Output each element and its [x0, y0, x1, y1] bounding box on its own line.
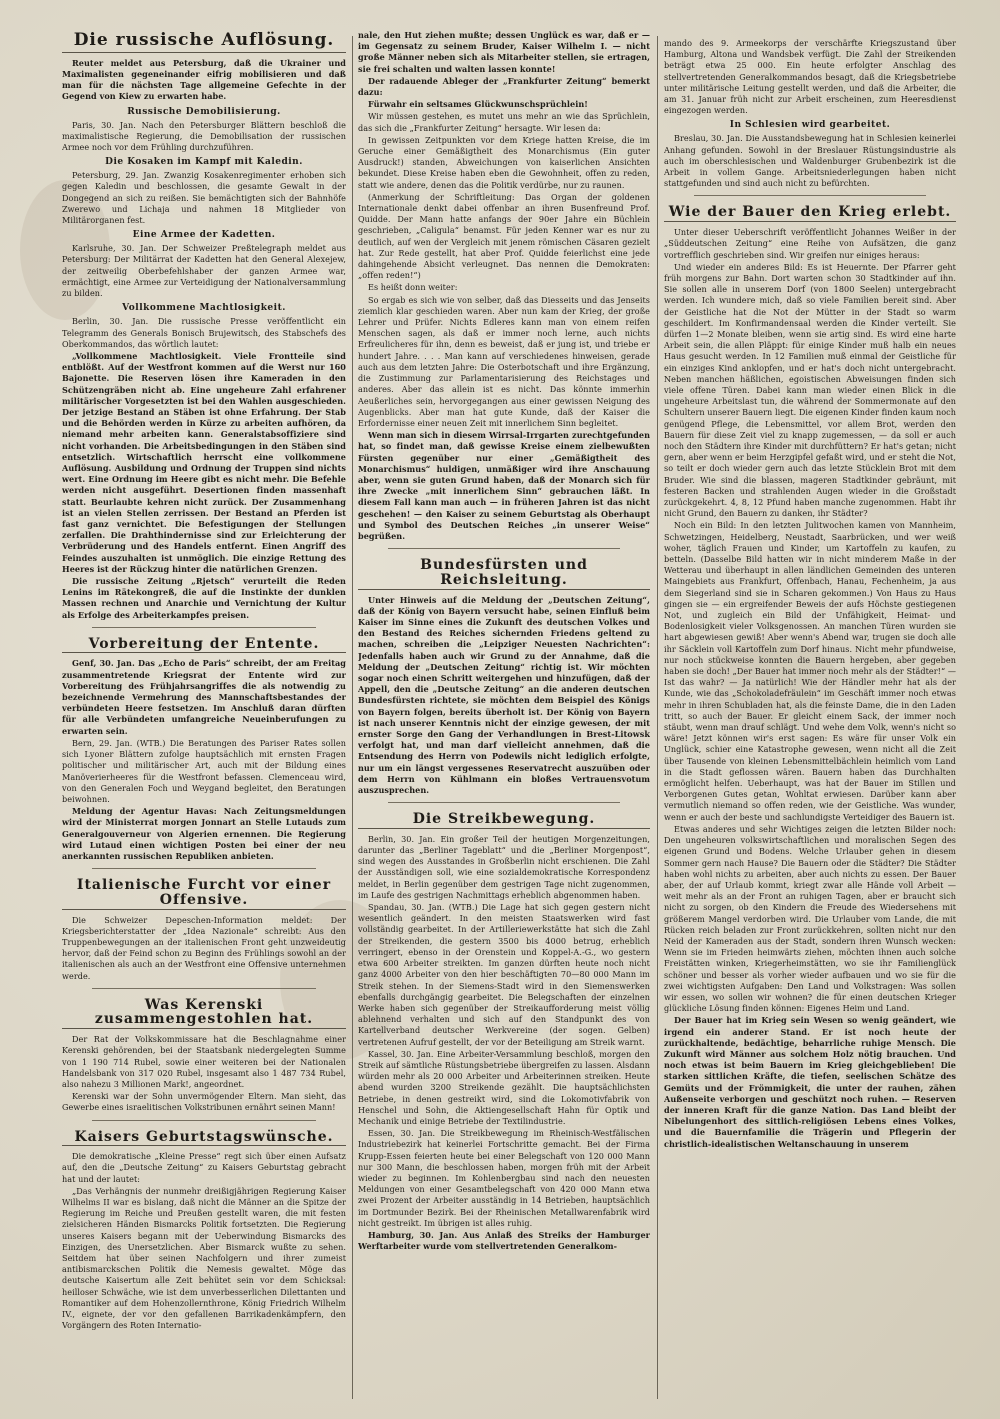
article-paragraph: Und wieder ein anderes Bild: Es ist Heuernte. Der Pfarrer geht früh morgens zur Bahn. Dort warten schon 30 Stadtkinder auf ihn. Sie sollen alle in unserem Dorf (von 1800 Seelen) untergebracht werden. Ich wundere mich, daß so viele Familien bereit sind. Aber der Geistliche hat die Not der Mütter in der Stadt so warm geschildert. Im Konfirmandensaal werden die Kinder verteilt. Sie dürfen 1—2 Monate bleiben, wenn sie artig sind. Es wird eine harte Arbeit sein, die allen Pläppt: für einige Kinder muß halb ein neues Haus gesucht werden. In 12 Familien muß einmal der Geistliche für ein einziges Kind anklopfen, und er hat's doch nicht untergebracht. Neben manchen häßlichen, egoistischen Abweisungen finden sich viele offene Türen. Dabei kann man wieder einen Blick in die ungeheure Arbeitslast tun, die während der Sommermonate auf den Schultern unserer Bauern liegt. Die eigenen Kinder finden kaum noch genügend Pflege, die Lebensmittel, vor allem Brot, werden den Bauern für diese Zeit viel zu knapp zugemessen, — da soll er auch noch den Städtern ihre Kinder mit durchfüttern? Er hat's getan; nicht gern, aber wenn er beim Herzgipfel gefaßt wird, und er steht die Not, so teilt er doch wieder gern auch das letzte Stücklein Brot mit dem Bruder. Wie sind die blassen, mageren Stadtkinder gebräunt, mit festeren Backen und strahlenden Augen wieder in die Großstadt zurückgekehrt. 4, 8, 12 Pfund haben manche zugenommen. Habt ihr nicht Grund, den Bauern zu danken, ihr Städter?	[664, 261, 956, 519]
headline-wie-der-bauer: Wie der Bauer den Krieg erlebt.	[664, 202, 956, 222]
article-paragraph: Die russische Zeitung „Rjetsch“ verurteilt die Reden Lenins im Rätekongreß, die auf die Instinkte der dunklen Massen rechnen und Anarchie und Vernichtung der Kultur als Erfolge des Arbeiterkampfes preisen.	[62, 575, 346, 620]
subheading: Russische Demobilisierung.	[127, 106, 281, 117]
article-paragraph: Breslau, 30. Jan. Die Ausstandsbewegung hat in Schlesien keinerlei Anhang gefunden. Sowohl in der Breslauer Rüstungsindustrie als auch im oberschlesischen und Waldenburger Grubenbezirk ist die Arbeit in vollem Gange. Arbeitsniederlegungen haben nicht stattgefunden und sind auch nicht zu befürchten.	[664, 133, 956, 189]
headline-vorbereitung-entente: Vorbereitung der Entente.	[62, 634, 346, 654]
headline-kaisers-geburtstagswuensche: Kaisers Geburtstagswünsche.	[62, 1127, 346, 1147]
article-paragraph: Unter dieser Ueberschrift veröffentlicht Johannes Weißer in der „Süddeutschen Zeitung“ eine Reihe von Aufsätzen, die ganz vortrefflich geschrieben sind. Wir greifen nur einiges heraus:	[664, 227, 956, 260]
article-paragraph: Petersburg, 29. Jan. Zwanzig Kosakenregimenter erhoben sich gegen Kaledin und beschlossen, die gesamte Gewalt in der Dongegend an sich zu reißen. Sie bemächtigten sich der Bahnhöfe Zwerewo und Lichaja und nahmen 18 Mitglieder von Militärorganen fest.	[62, 170, 346, 226]
section-divider	[92, 868, 316, 869]
section-divider	[694, 195, 926, 196]
article-paragraph: Kassel, 30. Jan. Eine Arbeiter-Versammlung beschloß, morgen den Streik auf sämtliche Rüstungsbetriebe übergreifen zu lassen. Alsdann würden mehr als 20 000 Arbeiter und Arbeiterinnen streiken. Heute abend wurden 3200 Streikende gezählt. Die hauptsächlichsten Betriebe, in denen gestreikt wird, sind die Lokomotivfabrik von Henschel und Sohn, die Aktiengesellschaft Hahn für Optik und Mechanik und einige Betriebe der Textilindustrie.	[358, 1048, 650, 1126]
article-paragraph: nale, den Hut ziehen mußte; dessen Unglück es war, daß er — im Gegensatz zu seinem Bruder, Kaiser Wilhelm I. — nicht große Männer neben sich als Mitarbeiter stellen, sie ertragen, sie frei schalten und walten lassen konnte!	[358, 30, 650, 74]
article-paragraph: Spandau, 30. Jan. (WTB.) Die Lage hat sich gegen gestern nicht wesentlich geändert. In den meisten Staatswerken wird fast vollständig gearbeitet. In der Artilleriewerkstätte hat sich die Zahl der Streikenden, die gestern 3500 bis 4000 betrug, erheblich verringert, ebenso in der Orenstein und Koppel-A.-G., wo gestern etwa 600 Arbeiter streikten. Im ganzen dürften heute noch nicht ganz 4000 Arbeiter von den hier beschäftigten 70—80 000 Mann im Streik stehen. In der Siemens-Stadt wird in den Siemenswerken ebenfalls durchgängig gearbeitet. Die Belegschaften der einzelnen Werke haben sich gegenüber der Streikaufforderung meist völlig ablehnend verhalten und sich auf den Standpunkt des von Kartellverband deutscher Werkvereine (der sogen. Gelben) vertretenen Aufruf gestellt, der vor der Beteiligung am Streik warnt.	[358, 902, 650, 1047]
article-paragraph: Wir müssen gestehen, es mutet uns mehr an wie das Sprüchlein, das sich die „Frankfurter Zeitung“ hersagte. Wir lesen da:	[358, 111, 650, 133]
subheading: In Schlesien wird gearbeitet.	[729, 120, 891, 131]
article-paragraph: Es heißt donn weiter:	[368, 282, 458, 293]
headline-bundesfuersten: Bundesfürsten und Reichsleitung.	[358, 555, 650, 589]
article-paragraph: Der Rat der Volkskommissare hat die Beschlagnahme einer Kerenski gehörenden, bei der Staatsbank niedergelegten Summe von 1 190 714 Rubel, sowie einer weiteren bei der Nationalen Handelsbank von 317 020 Rubel, insgesamt also 1 487 734 Rubel, also nahezu 3 Millionen Mark!, angeordnet.	[62, 1034, 346, 1089]
article-paragraph: So ergab es sich wie von selber, daß das Diesseits und das Jenseits ziemlich klar geschieden waren. Aber nun kam der Krieg, der große Lehrer und Prüfer. Nichts Edleres kann man von einem reifen Menschen sagen, als daß er immer noch lerne, auch nichts Erfreulicheres für ihn, denn es beweist, daß er jung ist, und triebe er hundert Jahre. . . . Man kann auf verschiedenes hinweisen, gerade auch aus dem letzten Jahre: Die Osterbotschaft und ihre Ergänzung, die Zustimmung zur Parlamentarisierung des Reichstages und anderes. Aber das allein ist es nicht. Das könnte immerhin Aeußerliches sein, hervorgegangen aus einer gewissen Neigung des Augenblicks. Aber man hat gute Kunde, daß der Kaiser die Erfordernisse einer neuen Zeit mit innerlichem Sinn begleitet.	[358, 294, 650, 428]
column-1	[62, 28, 346, 1407]
article-paragraph: Der radauende Ableger der „Frankfurter Zeitung“ bemerkt dazu:	[358, 75, 650, 98]
article-paragraph: Meldung der Agentur Havas: Nach Zeitungsmeldungen wird der Ministerrat morgen Jonnart an Stelle Lutauds zum Generalgouverneur von Algerien ernennen. Die Regierung wird Lutaud einen wichtigen Posten bei einer der neu anerkannten russischen Republiken anbieten.	[62, 806, 346, 861]
subheading: Eine Armee der Kadetten.	[132, 230, 276, 241]
headline-streikbewegung: Die Streikbewegung.	[358, 809, 650, 829]
article-paragraph: Fürwahr ein seltsames Glückwunschsprüchlein!	[368, 99, 588, 110]
column-rule	[352, 36, 353, 1399]
article-paragraph: „Vollkommene Machtlosigkeit. Viele Frontteile sind entblößt. Auf der Westfront kommen auf die Werst nur 160 Bajonette. Die Reserven lösen ihre Kameraden in den Schützengräben nicht ab. Eine ungeheure Zahl erfahrener militärischer Vorgesetzten ist bei den Wahlen ausgeschieden. Der jetzige Bestand an Stäben ist ohne Erfahrung. Der Stab und die Behörden werden in Kürze zu arbeiten aufhören, da niemand mehr arbeiten kann. Generalstabsoffiziere sind nicht vorhanden. Die Arbeitsbedingungen in den Stäben sind entsetzlich. Wirtschaftlich herrscht eine vollkommene Auflösung. Ausbildung und Ordnung der Truppen sind nichts wert. Eine Ordnung im Heere gibt es nicht mehr. Die Befehle werden nicht ausgeführt. Desertionen finden massenhaft statt. Beurlaubte kehren nicht zurück. Der Zusammenhang ist an vielen Stellen zerrissen. Der Bestand an Pferden ist fast ganz vernichtet. Die Befestigungen der Stellungen zerfallen. Die Drahthindernisse sind zur Erleichterung der Verbrüderung und des Handels entfernt. Einen Angriff des Feindes auszuhalten ist unmöglich. Die einzige Rettung des Heeres ist der Rückzug hinter die natürlichen Grenzen.	[62, 350, 346, 574]
subheading: Vollkommene Machtlosigkeit.	[122, 303, 286, 314]
column-2	[358, 30, 650, 1407]
headline-russische-aufloesung: Die russische Auflösung.	[62, 28, 346, 53]
article-paragraph: Paris, 30. Jan. Nach den Petersburger Blättern beschloß die maximalistische Regierung, die Demobilisation der russischen Armee noch vor dem Frühling durchzuführen.	[62, 119, 346, 153]
section-divider	[92, 1120, 316, 1121]
article-paragraph: Berlin, 30. Jan. Die russische Presse veröffentlicht ein Telegramm des Generals Bonisch Brujewitsch, des Stabschefs des Oberkommandos, das wörtlich lautet:	[62, 316, 346, 349]
article-paragraph: Noch ein Bild: In den letzten Julitwochen kamen von Mannheim, Schwetzingen, Heidelberg, Neustadt, Saarbrücken, und wer weiß woher, täglich Frauen und Kinder, um Kartoffeln zu kaufen, zu betteln. (Dasselbe Bild hatten wir in nicht minderem Maße in der Wetterau und überhaupt in allen ländlichen Gemeinden des unteren Maingebiets aus Frankfurt, Offenbach, Hanau, Fechenheim, ja aus dem Siegerland sind sie in Scharen gekommen.) Von Haus zu Haus gingen sie — ein ergreifender Beweis der aufs Höchste gestiegenen Not, und zugleich ein Bild der Unfähigkeit, Heimat- und Bodenlosigkeit vieler Volksgenossen. An manchen Türen wurden sie hart abgewiesen gewiß! Aber wenn's Abend war, trugen sie doch alle ihr Säcklein voll Kartoffeln zum Dorf hinaus. Nicht mehr pfundweise, nur noch stückweise konnten die Bauern hergeben, aber gegeben haben sie doch! „Der Bauer hat immer noch mehr als der Städter!“ — Ist das wahr? — Ja natürlich! Wie der Händler mehr hat als der Kunde, wie das „Schokoladefräulein“ im Geschäft immer noch etwas mehr in ihren Schubladen hat, als die feinste Dame, die in den Laden tritt, so auch der Bauer. Er gleicht einem Sack, der immer noch stäubt, wenn man drauf schlägt. Und wehe dem Volk, wenn's nicht so wäre! Jetzt können wir's erst sagen: Es wäre für unser Volk ein Unglück, schier eine Katastrophe gewesen, wenn nicht all die Zeit über Tausende von kleinen Lebensmittelbächlein heimlich vom Land in die Stadt geflossen wären. Bauern haben das Durchhalten ermöglicht helfen. Ueberhaupt, was hat der Bauer im Stillen und Verborgenen Gutes getan, Wohltat erwiesen. Darüber kann aber vermutlich niemand so offen reden, wie der Geistliche. Was wunder, wenn er auch der beste und sachlundigste Verteidiger des Bauern ist.	[664, 520, 956, 822]
article-paragraph: In gewissen Zeitpunkten vor dem Kriege hatten Kreise, die im Geruche einer Gemäßigtheit des Monarchismus (Ein guter Ausdruck!) standen, Abweichungen von kaiserlichen Ansichten bekundet. Diese Kreise haben eben die Gewohnheit, offen zu reden, statt wie andere, denen das die Politik verdürbe, nur zu raunen.	[358, 134, 650, 190]
article-paragraph: Berlin, 30. Jan. Ein großer Teil der heutigen Morgenzeitungen, darunter das „Berliner Tageblatt“ und die „Berliner Morgenpost“, sind wegen des Ausstandes in Großberlin nicht erschienen. Die Zahl der Ausständigen soll, wie eine sozialdemokratische Korrespondenz meldet, in Berlin gegenüber dem gestrigen Tage nicht zugenommen, im Laufe des gestrigen Nachmittags erheblich abgenommen haben.	[358, 833, 650, 900]
section-divider	[388, 802, 620, 803]
subheading: Die Kosaken im Kampf mit Kaledin.	[105, 157, 303, 168]
article-paragraph: „Das Verhängnis der nunmehr dreißigjährigen Regierung Kaiser Wilhelms II war es bislang, daß nicht die Männer an die Spitze der Regierung im Reiche und Preußen gestellt waren, die mit festen zielsicheren Händen Bismarcks Politik fortsetzten. Die Regierung unseres Kaisers begann mit der Ueberwindung Bismarcks des Einzigen, des Unersetzlichen. Aber Bismarck wußte zu sehen. Seitdem hat über seinen Nachfolgern und ihrer zumeist antibismarckschen Politik die Nemesis gewaltet. Möge das deutsche Kaisertum alle Zeit behütet sein vor dem Schicksal: heilloser Schwäche, wie ist dem unverbesserlichen Dilettanten und Romantiker auf dem Hohenzollernthrone, König Friedrich Wilhelm IV., eignete, der vor den gefallenen Barrikadenkämpfern, den Vorgängern des Roten Internatio-	[62, 1185, 346, 1331]
article-paragraph: Der Bauer hat im Krieg sein Wesen so wenig geändert, wie irgend ein anderer Stand. Er ist noch heute der zurückhaltende, bedächtige, beharrliche ruhige Mensch. Die Zukunft wird Männer aus solchem Holz nötig brauchen. Und noch etwas ist beim Bauern im Krieg gleichgeblieben! Die starken sittlichen Kräfte, die tiefen, seelischen Schätze des Gemüts und der Frömmigkeit, die unter der rauhen, zähen Außenseite verborgen und geschützt noch ruhen. — Reserven der inneren Kraft für die ganze Nation. Das Land bleibt der Nibelungenhort des sittlich-religiösen Lebens eines Volkes, und die Bauernfamilie die Trägerin und Pflegerin der christlich-idealistischen Weltanschauung in unserem	[664, 1015, 956, 1149]
headline-italienische-furcht: Italienische Furcht vor einer Offensive.	[62, 875, 346, 909]
article-paragraph: Die Schweizer Depeschen-Information meldet: Der Kriegsberichterstatter der „Idea Nazionale“ schreibt: Aus den Truppenbewegungen an der italienischen Front geht unzweideutig hervor, daß der Feind schon zu Beginn des Frühlings sowohl an der italienischen als auch an der Westfront eine Offensive unternehmen werde.	[62, 914, 346, 981]
article-paragraph: Etwas anderes und sehr Wichtiges zeigen die letzten Bilder noch: Den ungeheuren volkswirtschaftlichen und moralischen Segen des eigenen Grund und Bodens. Welche Urlauber gehen in diesem Sommer gern nach Hause? Die Bauern oder die Städter? Die Städter haben wohl nichts zu arbeiten, aber auch nichts zu essen. Der Bauer aber, der auf Urlaub kommt, kriegt zwar alle Hände voll Arbeit — weit mehr als an der Front an ruhigen Tagen, aber er braucht sich nicht zu sorgen, ob den Kindern die Freude des Wiedersehens mit größerem Mangel verdorben wird. Die Urlauber vom Lande, die mit Rücken reich beladen zur Front zurückkehren, sollten nicht nur den Neid der Kameraden aus der Stadt, sondern ihren Wunsch wecken: Wenn sie im Frieden heimwärts ziehen, möchten ihnen auch solche Freistätten winken, Kriegerheimstätten, wo sie ihr Familienglück schöner und besser als vorher wieder aufbauen und wo sie für die zwei wichtigsten Aufgaben: Den Land und Volkstragen: Was sollen wir essen, wo sollen wir wohnen? die für einen deutschen Krieger glückliche Lösung finden können: Eigenes Heim und Land.	[664, 823, 956, 1014]
section-divider	[92, 988, 316, 989]
article-paragraph: Hamburg, 30. Jan. Aus Anlaß des Streiks der Hamburger Werftarbeiter wurde vom stellvertretenden Generalkom-	[358, 1229, 650, 1252]
article-paragraph: mando des 9. Armeekorps der verschärfte Kriegszustand über Hamburg, Altona und Wandsbek verfügt. Die Zahl der Streikenden beträgt etwa 25 000. Ein heute erfolgter Anschlag des stellvertretenden Generalkommandos besagt, daß die Kriegsbetriebe unter militärische Leitung gestellt werden, und daß die Arbeiter, die am 31. Januar früh nicht zur Arbeit erscheinen, zum Heeresdienst eingezogen werden.	[664, 38, 956, 116]
article-paragraph: Essen, 30. Jan. Die Streikbewegung im Rheinisch-Westfälischen Industriebezirk hat keinerlei Fortschritte gemacht. Bei der Firma Krupp-Essen feierten heute bei einer Belegschaft von 120 000 Mann nur 300 Mann, die beschlossen haben, morgen früh mit der Arbeit wieder zu beginnen. Im Kohlenbergbau sind nach den neuesten Meldungen von einer Gesamtbelegschaft von 420 000 Mann etwa zwei Prozent der Arbeiter ausständig in 14 Betrieben, hauptsächlich im Dortmunder Bezirk. Bei der Rheinischen Metallwarenfabrik wird nicht gestreikt. Im übrigen ist alles ruhig.	[358, 1128, 650, 1228]
article-paragraph: Kerenski war der Sohn unvermögender Eltern. Man sieht, das Gewerbe eines israelitischen Volkstribunen ernährt seinen Mann!	[62, 1091, 346, 1113]
headline-kerenski: Was Kerenski zusammengestohlen hat.	[62, 995, 346, 1029]
column-rule	[657, 36, 658, 1399]
article-paragraph: Unter Hinweis auf die Meldung der „Deutschen Zeitung“, daß der König von Bayern versucht habe, seinen Einfluß beim Kaiser im Sinne eines die Zukunft des deutschen Volkes und den Bestand des Reiches sichernden Friedens geltend zu machen, schreiben die „Leipziger Neuesten Nachrichten“: Jedenfalls haben auch wir Grund zu der Annahme, daß die Meldung der „Deutschen Zeitung“ richtig ist. Wir möchten sogar noch einen Schritt weitergehen und hinzufügen, daß der Appell, den die „Deutsche Zeitung“ an die anderen deutschen Bundesfürsten richtete, sie möchten dem Beispiel des Königs von Bayern folgen, bereits überholt ist. Der König von Bayern ist nach unserer Kenntnis nicht der einzige gewesen, der mit ernster Sorge den Gang der Verhandlungen in Brest-Litowsk verfolgt hat, und man darf vielleicht annehmen, daß die Entsendung des Herrn von Podewils nicht lediglich erfolgte, nur um ein längst vergessenes Reservatrecht auszuüben oder dem Herrn von Kühlmann ein bloßes Vertrauensvotum auszusprechen.	[358, 594, 650, 795]
article-paragraph: Karlsruhe, 30. Jan. Der Schweizer Preßtelegraph meldet aus Petersburg: Der Militärrat der Kadetten hat den General Alexejew, der zeitweilig Oberbefehlshaber der ganzen Armee war, ermächtigt, eine Armee zur Verteidigung der Nationalversammlung zu bilden.	[62, 243, 346, 299]
article-paragraph: Wenn man sich in diesem Wirrsal-Irrgarten zurechtgefunden hat, so findet man, daß gewisse Kreise einem zielbewußten Fürsten gegenüber nur einer „Gemäßigtheit des Monarchismus“ huldigen, unmäßiger wird ihre Anschauung aber, wenn sie guten Grund haben, daß der Monarch sich für ihre Zwecke „mit innerlichem Sinn“ gebrauchen läßt. In diesem Fall kann man auch — in früheren Jahren ist das nicht geschehen! — den Kaiser zu seinem Geburtstag als Oberhaupt und Symbol des Deutschen Reiches „in unserer Weise“ begrüßen.	[358, 430, 650, 541]
section-divider	[92, 627, 316, 628]
column-3	[664, 38, 956, 1407]
article-paragraph: Genf, 30. Jan. Das „Echo de Paris“ schreibt, der am Freitag zusammentretende Kriegsrat der Entente wird zur Vorbereitung des Frühjahrsangriffes die als notwendig zu bezeichnende Vermehrung des Mannschaftsbestandes der verbündeten Heere festsetzen. Im Anschluß daran dürften für alle Verbündeten umfangreiche Neueinberufungen zu erwarten sein.	[62, 658, 346, 736]
article-paragraph: Die demokratische „Kleine Presse“ regt sich über einen Aufsatz auf, den die „Deutsche Zeitung“ zu Kaisers Geburtstag gebracht hat und der lautet:	[62, 1151, 346, 1184]
article-paragraph: Reuter meldet aus Petersburg, daß die Ukrainer und Maximalisten gegeneinander eifrig mobilisieren und daß man für die nächsten Tage allgemeine Gefechte in der Gegend von Kiew zu erwarten habe.	[62, 57, 346, 102]
article-paragraph: (Anmerkung der Schriftleitung: Das Organ der goldenen Internationale denkt dabei offenbar an ihren Busenfreund Prof. Quidde. Der Mann hatte anfangs der 90er Jahre ein Büchlein geschrieben, „Caligula“ benamst. Für jeden Kenner war es nur zu deutlich, auf wen der Vergleich mit jenem römischen Cäsaren gezielt hat. Zur Rede gestellt, hat aber Prof. Quidde feierlichst eine jede dahingehende Absicht verleugnet. Das nennen die Demokraten: „offen reden!“)	[358, 191, 650, 281]
article-paragraph: Bern, 29. Jan. (WTB.) Die Beratungen des Pariser Rates sollen sich Lyoner Blättern zufolge hauptsächlich mit ernsten Fragen politischer und militärischer Art, auch mit der Bildung eines Manöverierheeres für die Westfront befassen. Clemenceau wird, von den Generalen Foch und Weygand begleitet, den Beratungen beiwohnen.	[62, 737, 346, 804]
section-divider	[388, 548, 620, 549]
